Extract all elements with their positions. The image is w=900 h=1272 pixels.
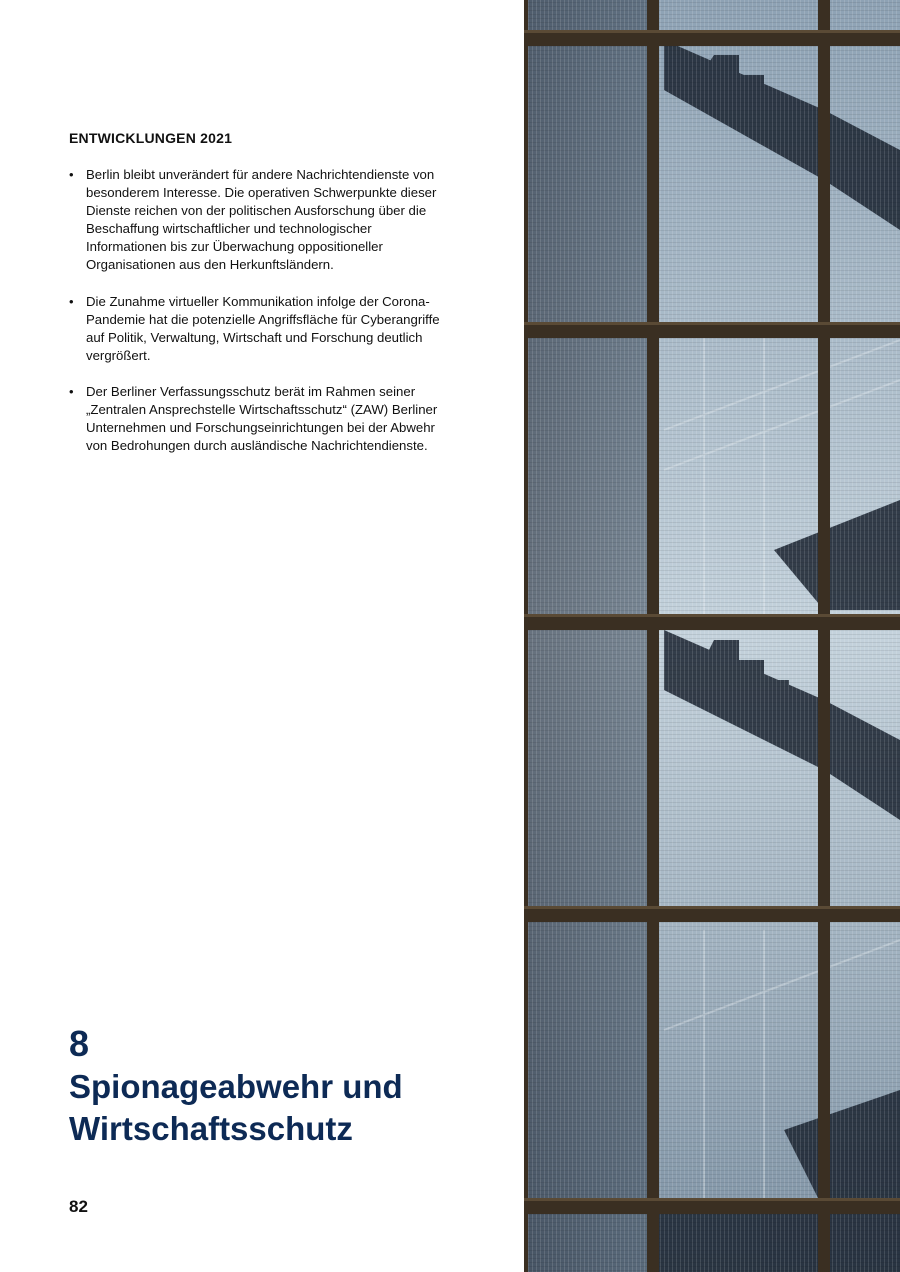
- text-column: [69, 0, 459, 1272]
- ribbed-glass-texture: [524, 0, 900, 1272]
- chapter-number: 8: [69, 1023, 90, 1064]
- list-item: • Der Berliner Verfassungsschutz berät im Rahmen seiner „Zentralen Ansprechstelle Wirtschaftsschutz“ (ZAW) Berliner Unternehmen und Forschungseinrichtungen bei der Abwehr von Bedrohungen durch ausländische Nachrichtendienste.: [69, 383, 454, 455]
- window-illustration: [524, 0, 900, 1272]
- chapter-title: Spionageabwehr und Wirtschaftsschutz: [69, 1068, 403, 1147]
- section-heading: ENTWICKLUNGEN 2021: [69, 130, 233, 146]
- list-item: • Die Zunahme virtueller Kommunikation infolge der Corona-Pandemie hat die potenzielle Angriffsfläche für Cyberangriffe auf Politik, Verwaltung, Wirtschaft und Forschung deutlich vergrößert.: [69, 293, 454, 365]
- bullet-list: [69, 166, 454, 473]
- stairwell-window-photo: [524, 0, 900, 1272]
- page-number: 82: [69, 1197, 88, 1216]
- list-item: • Berlin bleibt unverändert für andere Nachrichtendienste von besonderem Interesse. Die operativen Schwerpunkte dieser Dienste reichen von der politischen Ausforschung über die Beschaffung wirtschaftlicher und technologischer Informationen bis zur Überwachung oppositioneller Organisationen aus den Herkunftsländern.: [69, 166, 454, 275]
